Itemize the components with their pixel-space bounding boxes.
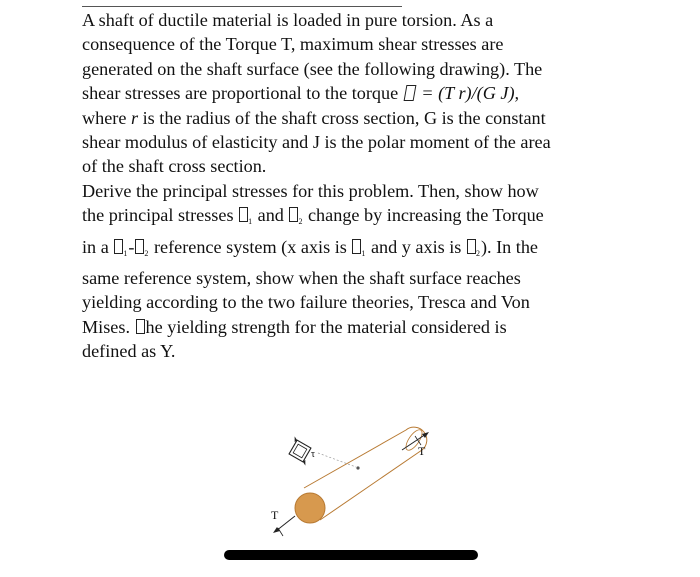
text-line-4-start: shear stresses are proportional to the torque: [82, 83, 403, 104]
text-line-10-end: ). In the: [480, 236, 539, 257]
subscript-1: 1: [123, 248, 128, 258]
text-line-3: generated on the shaft surface (see the following drawing). The: [82, 58, 543, 79]
text-line-10-mid2: and y axis is: [366, 236, 466, 257]
text-line-13: [82, 315, 622, 339]
subscript-1: 1: [248, 217, 253, 227]
text-line-9-start: the principal stresses: [82, 205, 239, 226]
missing-glyph-placeholder: [136, 319, 145, 334]
text-line-13-start: Mises.: [82, 316, 135, 337]
subscript-2: 2: [298, 217, 303, 227]
leader-line: [318, 453, 356, 467]
subscript-1: 1: [361, 248, 366, 258]
sigma-symbol-placeholder: [467, 239, 476, 254]
shaft-torsion-diagram: [250, 420, 450, 540]
text-line-9-end: change by increasing the Torque: [303, 205, 544, 226]
text-line-12: yielding according to the two failure theories, Tresca and Von: [82, 292, 530, 313]
shaft-end-face: [295, 493, 325, 523]
text-line-5-start: where: [82, 107, 131, 128]
text-line-14: defined as Y.: [82, 341, 176, 362]
subscript-2: 2: [144, 248, 149, 258]
text-line-9-and: and: [253, 205, 289, 226]
text-line-1: A shaft of ductile material is loaded in pure torsion. As a: [82, 10, 494, 30]
text-line-5-end: is the radius of the shaft cross section, G is the constant: [138, 107, 546, 128]
text-line-7: of the shaft cross section.: [82, 156, 267, 177]
top-divider: [82, 6, 402, 7]
torque-arrowhead-top: [422, 432, 429, 438]
torque-label-bottom: T: [271, 508, 279, 522]
subscript-2: 2: [475, 248, 480, 258]
tau-symbol-placeholder: [403, 85, 416, 101]
text-line-10-start: in a: [82, 236, 114, 257]
torque-tick-bottom: [278, 528, 283, 536]
sigma-symbol-placeholder: [239, 207, 248, 222]
text-line-13-end: he yielding strength for the material considered is: [145, 316, 507, 337]
sigma-symbol-placeholder: [114, 239, 123, 254]
text-line-2: consequence of the Torque T, maximum shear stresses are: [82, 34, 504, 55]
text-line-10-dash: -: [128, 236, 135, 257]
text-line-4: [82, 81, 622, 105]
text-line-5: [82, 106, 622, 130]
radius-variable: r: [130, 107, 139, 128]
text-line-11: same reference system, show when the shaft surface reaches: [82, 268, 521, 289]
text-line-10-mid: reference system (x axis is: [149, 236, 352, 257]
torque-label-top: T: [418, 444, 426, 458]
text-line-8: Derive the principal stresses for this problem. Then, show how: [82, 180, 539, 201]
shear-formula: = (T r)/(G J),: [416, 83, 520, 104]
tau-label: τ: [311, 449, 316, 460]
text-line-6: shear modulus of elasticity and J is the polar moment of the area: [82, 132, 551, 153]
surface-point: [356, 466, 359, 469]
text-line-10: [82, 235, 622, 266]
problem-statement: [82, 8, 622, 364]
text-line-9: [82, 203, 622, 234]
home-indicator[interactable]: [224, 550, 478, 560]
